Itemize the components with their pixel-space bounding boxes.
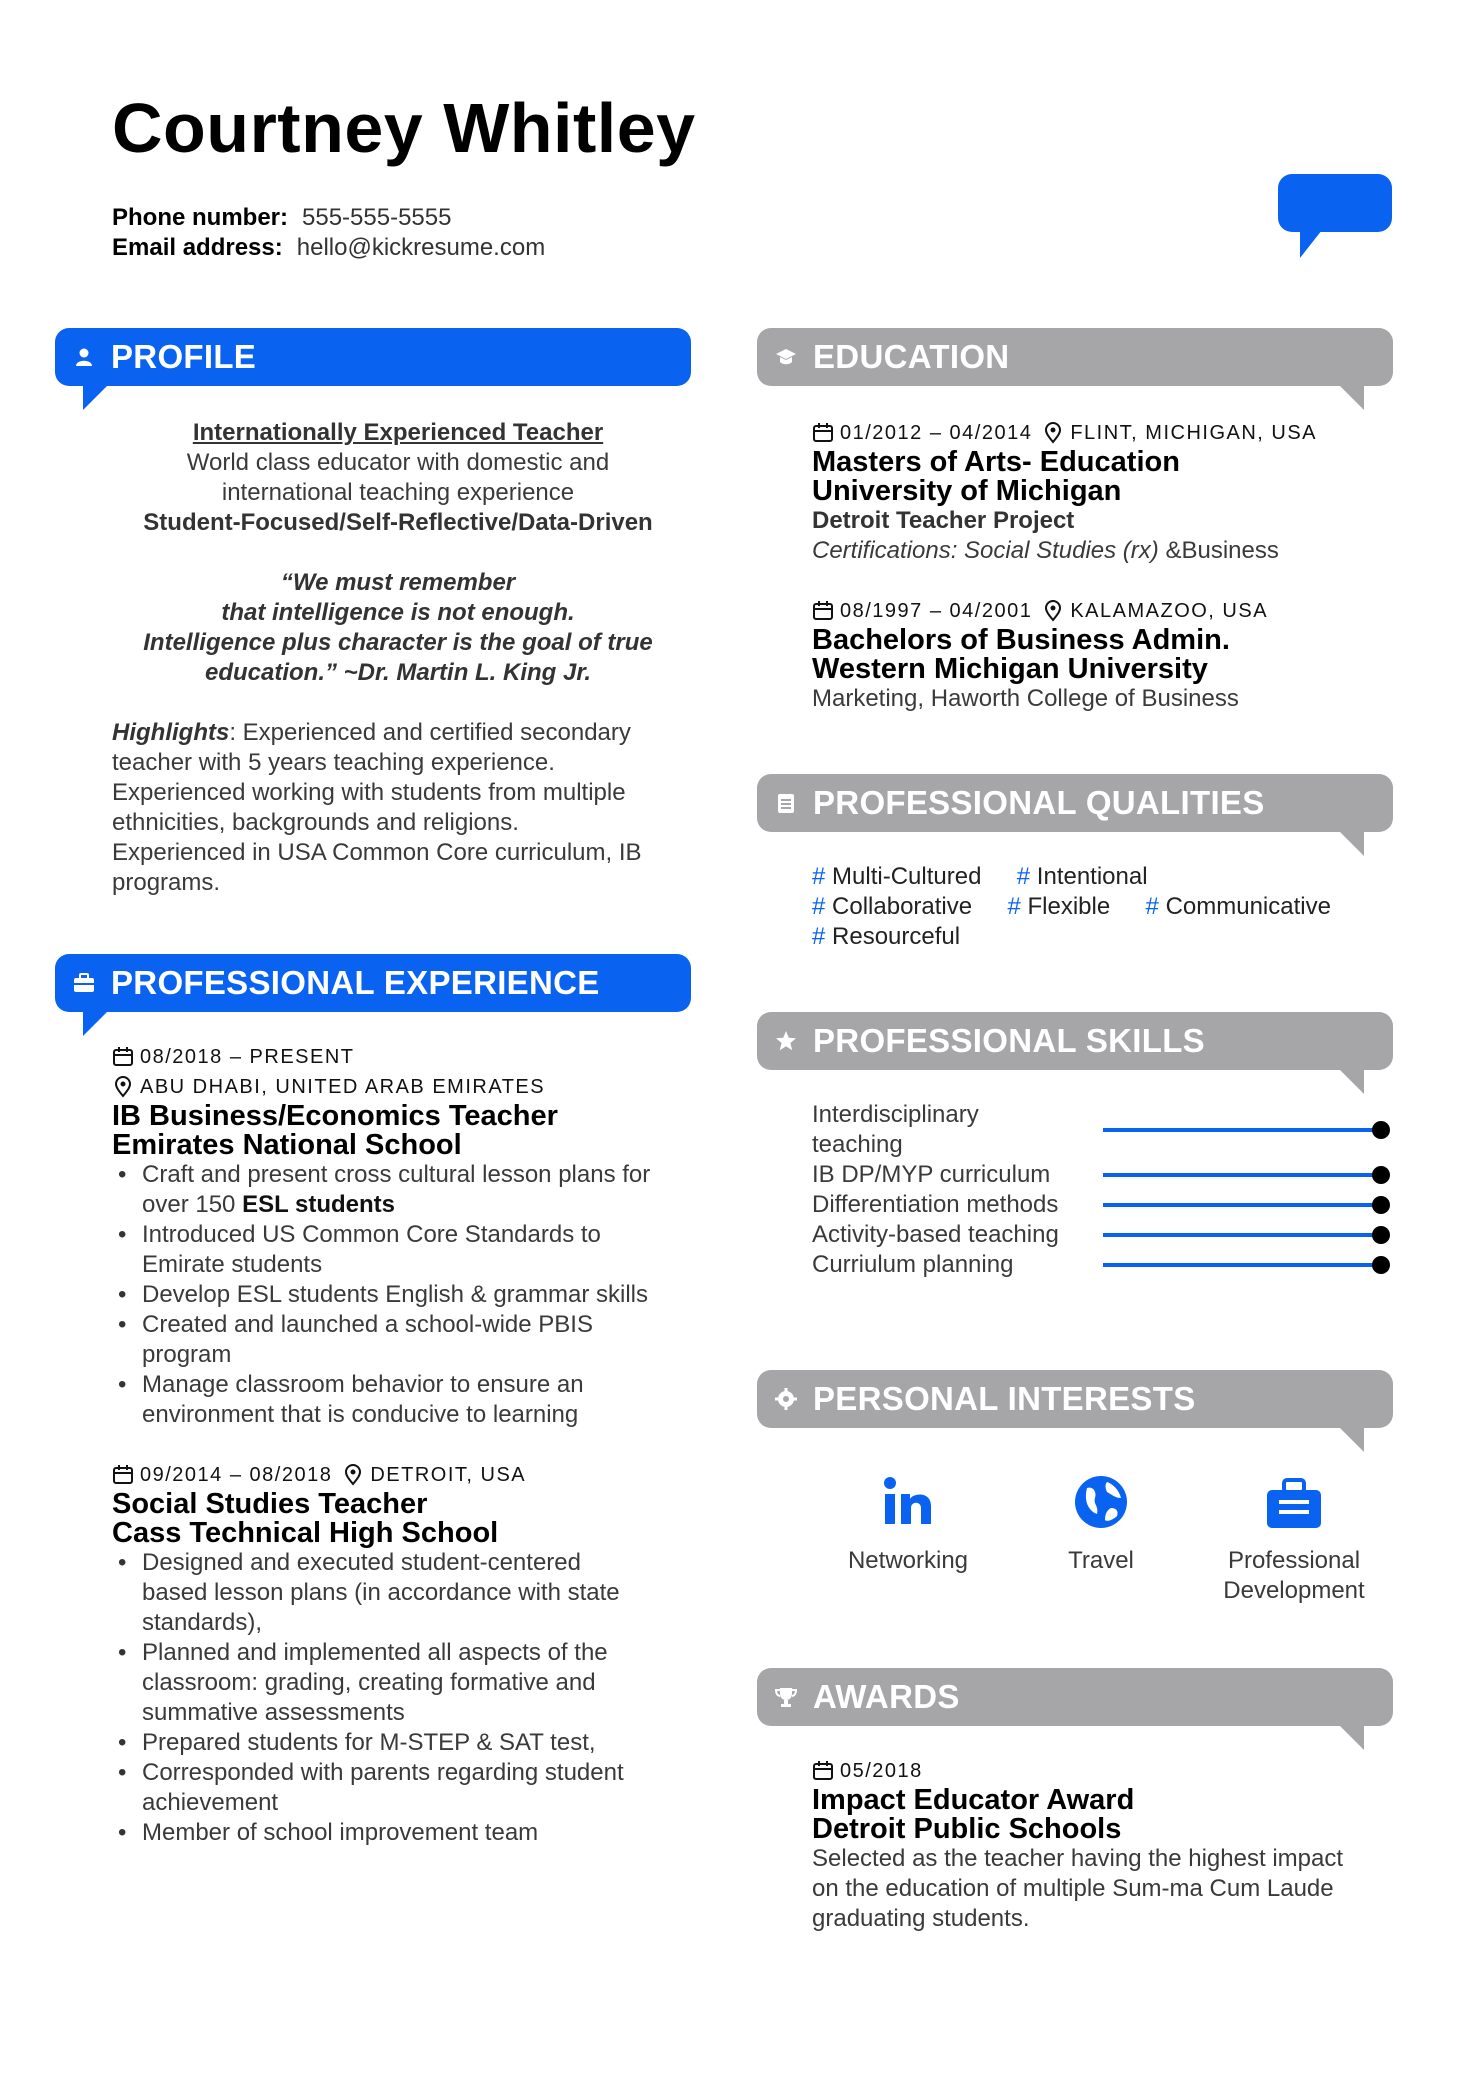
trophy-icon xyxy=(775,1686,797,1708)
profile-header-tail xyxy=(83,384,109,410)
interests-header-tail xyxy=(1338,1426,1364,1452)
profile-tags: Student-Focused/Self-Reflective/Data-Driven xyxy=(143,509,653,536)
interest-label: Travel xyxy=(1068,1547,1134,1574)
awards-header-tail xyxy=(1338,1724,1364,1750)
interest-label: Networking xyxy=(847,1547,969,1574)
phone-value[interactable]: 555-555-5555 xyxy=(302,204,452,231)
calendar-icon xyxy=(112,1464,134,1486)
job-location: ABU DHABI, UNITED ARAB EMIRATES xyxy=(112,1072,702,1102)
quality-tag: Resourceful xyxy=(832,923,961,950)
email-value[interactable]: hello@kickresume.com xyxy=(296,234,546,261)
quality-tag: Collaborative xyxy=(832,893,973,920)
education-header xyxy=(757,328,1393,386)
list-item: • Craft and present cross cultural lesson plans for over 150 ESL students xyxy=(142,1160,702,1220)
job-bullets xyxy=(112,1160,702,1430)
profile-desc-line: international teaching experience xyxy=(221,479,575,506)
job-org: Cass Technical High School xyxy=(112,1517,499,1549)
profile-headline: Internationally Experienced Teacher xyxy=(192,419,604,446)
quality-tag: Communicative xyxy=(1165,893,1331,920)
quote-line: that intelligence is not enough. xyxy=(221,599,575,626)
quote-line: Intelligence plus character is the goal of true xyxy=(143,629,653,656)
education-header-tail xyxy=(1338,384,1364,410)
qualities-header xyxy=(757,774,1393,832)
skill-label: Activity-based teaching xyxy=(812,1221,1059,1248)
quality-row: # Multi-Cultured # Intentional xyxy=(812,863,1148,890)
globe-icon xyxy=(1073,1474,1129,1530)
school: University of Michigan xyxy=(812,475,1122,507)
award-org: Detroit Public Schools xyxy=(812,1813,1122,1845)
skill-level-bar xyxy=(1103,1203,1381,1207)
map-pin-icon xyxy=(112,1076,134,1098)
highlights-line: Highlights: Experienced and certified secondary xyxy=(112,719,631,746)
education-entry xyxy=(812,596,1412,714)
map-pin-icon xyxy=(1042,600,1064,622)
interest-label: Professional Development xyxy=(1223,1547,1365,1604)
degree: Masters of Arts- Education xyxy=(812,446,1180,478)
list-item: • Designed and executed student-centered based lesson plans (in accordance with state standards), xyxy=(142,1548,702,1638)
education-dates-location: 01/2012 – 04/2014 FLINT, MICHIGAN, USA xyxy=(812,418,1412,448)
email-row xyxy=(112,234,545,262)
education-heading: EDUCATION xyxy=(813,338,1010,375)
skills-heading: PROFESSIONAL SKILLS xyxy=(813,1022,1205,1059)
education-dates-location: 08/1997 – 04/2001 KALAMAZOO, USA xyxy=(812,596,1412,626)
map-pin-icon xyxy=(1042,422,1064,444)
skill-level-bar xyxy=(1103,1128,1381,1132)
skill-level-dot xyxy=(1372,1121,1390,1139)
job-title: Social Studies Teacher xyxy=(112,1488,428,1520)
qualities-header-tail xyxy=(1338,830,1364,856)
list-item: • Develop ESL students English & grammar skills xyxy=(142,1280,702,1310)
list-item: • Member of school improvement team xyxy=(142,1818,702,1848)
skill-label: Curriulum planning xyxy=(812,1251,1014,1278)
highlights-line: Experienced in USA Common Core curriculum, IB xyxy=(112,839,642,866)
skill-label: Differentiation methods xyxy=(812,1191,1059,1218)
skill-level-bar xyxy=(1103,1263,1381,1267)
experience-heading: PROFESSIONAL EXPERIENCE xyxy=(111,964,600,1001)
job-title: IB Business/Economics Teacher xyxy=(112,1100,558,1132)
quality-row: # Resourceful xyxy=(812,923,961,950)
quality-tag: Multi-Cultured xyxy=(832,863,982,890)
school: Western Michigan University xyxy=(812,653,1208,685)
certifications: Certifications: Social Studies (rx) &Business xyxy=(812,537,1279,564)
skills-header-tail xyxy=(1338,1068,1364,1094)
map-pin-icon xyxy=(342,1464,364,1486)
interests-heading: PERSONAL INTERESTS xyxy=(813,1380,1196,1417)
highlights-line: programs. xyxy=(112,869,221,896)
experience-header-tail xyxy=(83,1010,109,1036)
program: Detroit Teacher Project xyxy=(812,507,1075,534)
calendar-icon xyxy=(112,1046,134,1068)
highlights-line: ethnicities, backgrounds and religions. xyxy=(112,809,519,836)
skill-level-dot xyxy=(1372,1256,1390,1274)
award-desc: Selected as the teacher having the highest impact xyxy=(812,1845,1343,1872)
profile-desc-line: World class educator with domestic and xyxy=(186,449,610,476)
list-item: • Planned and implemented all aspects of the classroom: grading, creating formative and summative assessments xyxy=(142,1638,702,1728)
skill-label: IB DP/MYP curriculum xyxy=(812,1161,1051,1188)
job-dates: 08/2018 – PRESENT xyxy=(112,1042,702,1072)
list-item: • Manage classroom behavior to ensure an environment that is conducive to learning xyxy=(142,1370,702,1430)
list-item: • Corresponded with parents regarding student achievement xyxy=(142,1758,702,1818)
interests-header xyxy=(757,1370,1393,1428)
highlights-line: Experienced working with students from multiple xyxy=(112,779,626,806)
briefcase-icon xyxy=(73,972,95,994)
skill-level-dot xyxy=(1372,1226,1390,1244)
star-icon xyxy=(775,1030,797,1052)
skill-level-dot xyxy=(1372,1196,1390,1214)
email-label: Email address: xyxy=(112,234,283,261)
experience-header xyxy=(55,954,691,1012)
phone-row xyxy=(112,204,451,232)
gear-icon xyxy=(775,1388,797,1410)
skill-level-bar xyxy=(1103,1233,1381,1237)
award-date: 05/2018 xyxy=(812,1756,1412,1786)
quote-line: education.” ~Dr. Martin L. King Jr. xyxy=(204,659,592,686)
speech-bubble-logo xyxy=(1278,174,1392,232)
graduation-cap-icon xyxy=(775,346,797,368)
profile-body xyxy=(112,418,684,898)
calendar-icon xyxy=(812,422,834,444)
award-title: Impact Educator Award xyxy=(812,1784,1135,1816)
calendar-icon xyxy=(812,600,834,622)
quality-tag: Flexible xyxy=(1027,893,1111,920)
person-icon xyxy=(73,346,95,368)
list-icon xyxy=(775,792,797,814)
job-entry xyxy=(112,1042,702,1430)
skill-level-bar xyxy=(1103,1173,1381,1177)
quality-tag: Intentional xyxy=(1036,863,1148,890)
quality-row: # Collaborative # Flexible # Communicative xyxy=(812,893,1331,920)
job-dates-location: 09/2014 – 08/2018 DETROIT, USA xyxy=(112,1460,702,1490)
award-desc: graduating students. xyxy=(812,1905,1030,1932)
award-desc: on the education of multiple Sum-ma Cum Laude xyxy=(812,1875,1334,1902)
job-org: Emirates National School xyxy=(112,1129,462,1161)
list-item: • Introduced US Common Core Standards to Emirate students xyxy=(142,1220,702,1280)
skill-label: Interdisciplinary teaching xyxy=(812,1101,979,1158)
speech-bubble-tail xyxy=(1300,230,1322,258)
highlights-label: Highlights xyxy=(112,719,230,746)
calendar-icon xyxy=(812,1760,834,1782)
degree: Bachelors of Business Admin. xyxy=(812,624,1230,656)
list-item: • Prepared students for M-STEP & SAT test, xyxy=(142,1728,702,1758)
job-bullets xyxy=(112,1548,702,1848)
list-item: • Created and launched a school-wide PBIS program xyxy=(142,1310,702,1370)
skills-header xyxy=(757,1012,1393,1070)
profile-heading: PROFILE xyxy=(111,338,257,375)
briefcase-icon xyxy=(1265,1478,1323,1530)
job-entry xyxy=(112,1460,702,1848)
candidate-name: Courtney Whitley xyxy=(112,89,696,167)
awards-heading: AWARDS xyxy=(813,1678,960,1715)
linkedin-icon xyxy=(883,1476,933,1526)
education-note: Marketing, Haworth College of Business xyxy=(812,685,1239,712)
skill-level-dot xyxy=(1372,1166,1390,1184)
profile-header xyxy=(55,328,691,386)
education-entry xyxy=(812,418,1412,566)
quote-line: “We must remember xyxy=(280,569,516,596)
highlights-line: teacher with 5 years teaching experience. xyxy=(112,749,555,776)
award-entry xyxy=(812,1756,1412,1934)
phone-label: Phone number: xyxy=(112,204,289,231)
awards-header xyxy=(757,1668,1393,1726)
qualities-heading: PROFESSIONAL QUALITIES xyxy=(813,784,1265,821)
